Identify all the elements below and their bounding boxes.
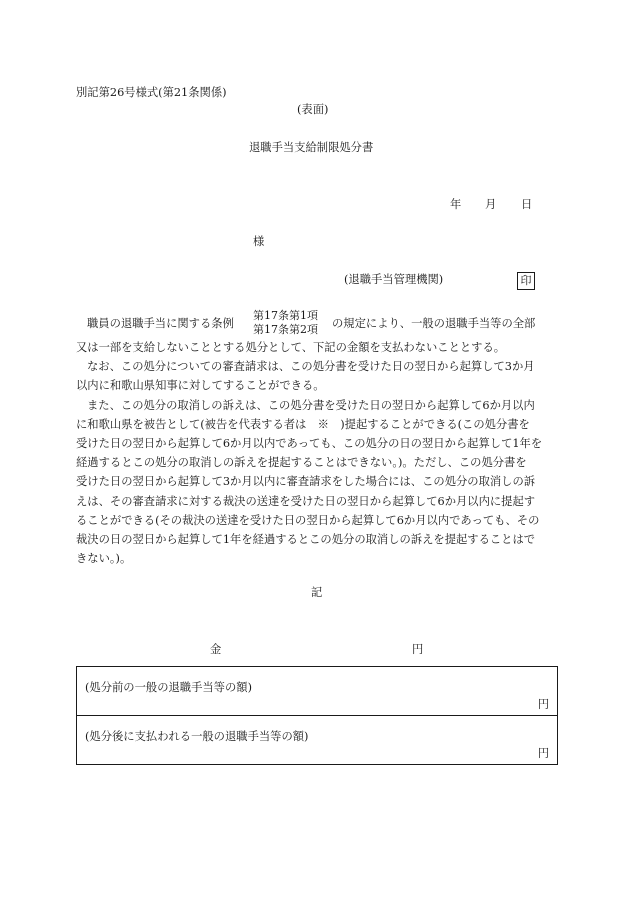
- body-line: なお、この処分についての審査請求は、この処分書を受けた日の翌日から起算して3か月: [87, 360, 535, 374]
- amount-before-label: (処分前の一般の退職手当等の額): [85, 681, 252, 694]
- date-month: 月: [485, 198, 497, 211]
- body-line: また、この処分の取消しの訴えは、この処分書を受けた日の翌日から起算して6か月以内: [87, 398, 535, 412]
- body-line: 裁決の日の翌日から起算して1年を経過するとこの処分の取消しの訴えを提起することはで: [76, 532, 536, 546]
- body-line: えは、その審査請求に対する裁決の送達を受けた日の翌日から起算して6か月以内に提起す: [76, 494, 536, 508]
- body-opening: 職員の退職手当に関する条例: [87, 317, 234, 330]
- article-option-1: 第17条第1項: [253, 309, 318, 322]
- amount-after-unit: 円: [537, 747, 549, 760]
- body-line: 経過するとこの処分の取消しの訴えを提起することはできない。)。ただし、この処分書を: [76, 456, 527, 470]
- body-line: きない。)。: [76, 552, 132, 566]
- table-row: [77, 667, 558, 716]
- body-line: に和歌山県を被告として(被告を代表する者は ※ )提起することができる(この処分書を: [76, 417, 530, 431]
- body-opening-rest: の規定により、一般の退職手当等の全部: [332, 317, 536, 330]
- record-heading: 記: [311, 586, 323, 599]
- table-cell: [77, 716, 558, 765]
- document-title: 退職手当支給制限処分書: [249, 141, 374, 154]
- amount-before-unit: 円: [537, 698, 549, 711]
- article-option-2: 第17条第2項: [253, 323, 318, 336]
- date-day: 日: [521, 198, 533, 211]
- table-cell: [77, 667, 558, 716]
- body-line: 受けた日の翌日から起算して6か月以内であっても、この処分の日の翌日から起算して1年を: [76, 436, 543, 450]
- seal-mark: 印: [517, 272, 535, 290]
- amount-after-label: (処分後に支払われる一般の退職手当等の額): [85, 730, 309, 743]
- table-row: [77, 716, 558, 765]
- issuer-label: (退職手当管理機関): [344, 273, 444, 286]
- form-side: (表面): [297, 103, 329, 116]
- body-line: 又は一部を支給しないこととする処分として、下記の金額を支払わないこととする。: [76, 341, 506, 354]
- article-choices: [253, 309, 318, 337]
- body-paragraphs: [76, 338, 564, 568]
- amount-unit: 円: [412, 643, 424, 656]
- amount-label: 金: [210, 643, 222, 656]
- body-line: 受けた日の翌日から起算して3か月以内に審査請求をした場合には、この処分の取消しの訴: [76, 475, 536, 489]
- amounts-table: [76, 666, 558, 765]
- form-number: 別記第26号様式(第21条関係): [76, 86, 227, 99]
- addressee-suffix: 様: [253, 235, 265, 248]
- body-line: 以内に和歌山県知事に対してすることができる。: [76, 379, 325, 393]
- date-year: 年: [450, 198, 462, 211]
- body-line: ることができる(その裁決の送達を受けた日の翌日から起算して6か月以内であっても、その: [76, 513, 540, 527]
